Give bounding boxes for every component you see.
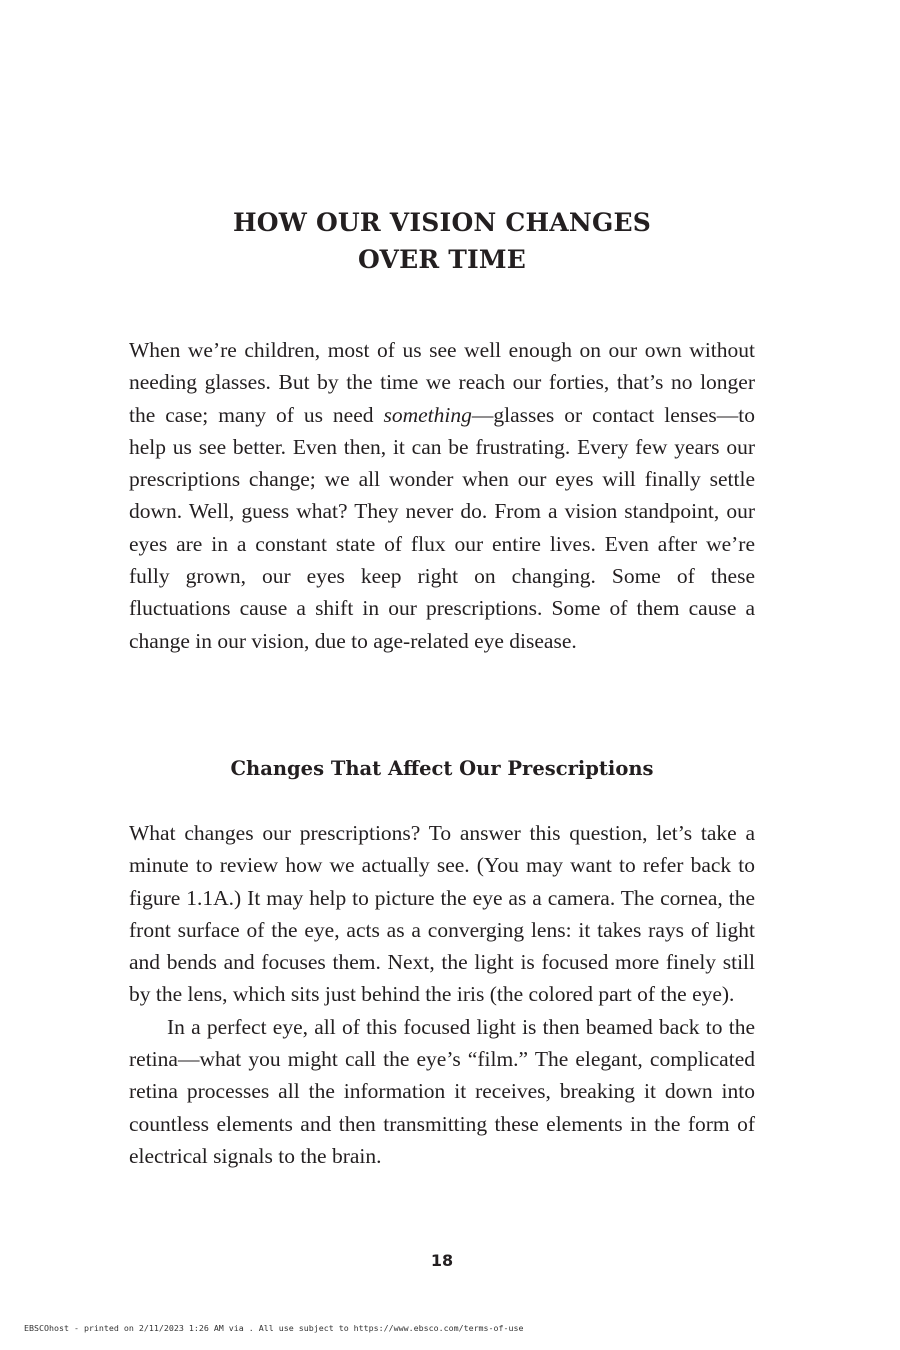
print-footer: EBSCOhost - printed on 2/11/2023 1:26 AM via . All use subject to https://www.ebsco.com/terms-of-use — [24, 1323, 524, 1333]
section-paragraph-2: In a perfect eye, all of this focused light is then beamed back to the retina—what you might call the eye’s “film.” The elegant, complicated retina processes all the information it receives, breaking it down into countless elements and then transmitting these elements in the form of electrical signals to the brain. — [129, 1014, 755, 1168]
chapter-heading — [0, 204, 884, 278]
section-paragraph-1: What changes our prescriptions? To answer this question, let’s take a minute to review how we actually see. (You may want to refer back to figure 1.1A.) It may help to picture the eye as a camera. The cornea, the front surface of the eye, acts as a converging lens: it takes rays of light and bends and focuses them. Next, the light is focused more finely still by the lens, which sits just behind the iris (the colored part of the eye). — [129, 821, 755, 1007]
intro-paragraph — [129, 334, 755, 657]
intro-text-start: When we’re children, most of us see well enough on our own without needing glasses. But by the time we reach our forties, that’s no longer the case; many of us need — [129, 338, 755, 427]
intro-text-end: —glasses or contact lenses—to help us see better. Even then, it can be frustrating. Every few years our prescriptions change; we all wonder when our eyes will finally settle down. Well, guess what? They never do. From a vision standpoint, our eyes are in a constant state of flux our entire lives. Even after we’re fully grown, our eyes keep right on changing. Some of these fluctuations cause a shift in our prescriptions. Some of them cause a change in our vision, due to age-related eye disease. — [129, 402, 755, 653]
section-body — [129, 817, 755, 1172]
intro-section — [129, 334, 755, 657]
chapter-heading-line-2: OVER TIME — [357, 245, 527, 274]
intro-emphasis: something — [383, 402, 472, 427]
section-heading: Changes That Affect Our Prescriptions — [230, 757, 654, 780]
chapter-heading-line-1: HOW OUR VISION CHANGES — [232, 208, 652, 237]
page-number: 18 — [430, 1251, 454, 1270]
